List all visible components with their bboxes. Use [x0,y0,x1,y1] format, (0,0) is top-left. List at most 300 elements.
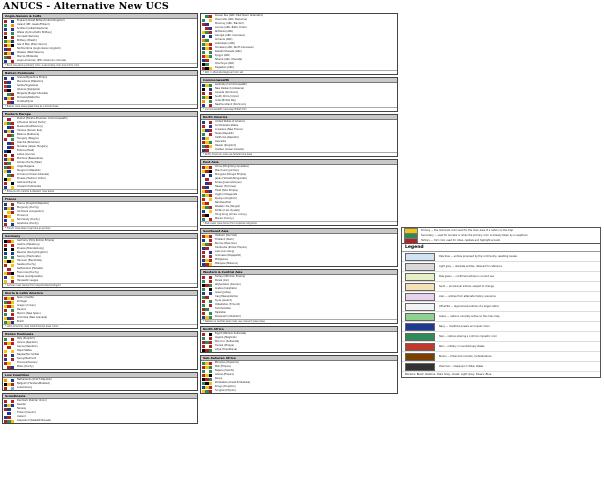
color-swatch [202,259,212,262]
color-swatch [202,312,212,315]
color-swatch [4,146,14,149]
nation-label: Lithuania (Grand Duchy) [17,121,47,124]
color-swatch [202,300,212,303]
nation-label: Hong Kong (Crown colony) [215,213,247,216]
nation-label: Swabia (Duchy) [17,263,36,266]
color-swatch [202,288,212,291]
legend-row [402,332,600,342]
color-swatch [202,88,212,91]
color-swatch [4,412,14,415]
nation-label: Turkmenistan [215,307,232,310]
section-note: * North American rows use federal blue base [201,152,397,156]
section-header: Italian Peninsula [3,332,197,337]
color-swatch [202,104,212,107]
color-swatch [202,243,212,246]
section-header: France [3,197,197,202]
color-swatch [202,386,212,389]
color-swatch [4,32,14,35]
color-swatch [4,150,14,153]
color-swatch [4,130,14,133]
color-swatch [202,170,212,173]
nation-label: Thailand (Siam) [215,238,234,241]
section-header: Low Countries [3,373,197,378]
color-swatch [202,341,212,344]
nation-label: Finland (Suomi) [17,411,36,414]
color-swatch [4,81,14,84]
section-header: Sub-Saharan Africa [201,356,397,361]
color-swatch [4,142,14,145]
nation-label: Chernivtsi (ARC, Bukovina) [215,18,248,21]
color-swatch [4,416,14,419]
nation-label: Ukraine (Kievan Rus) [17,129,43,132]
nation-section [200,77,398,112]
color-swatch [4,276,14,279]
legend-title: Legend [402,244,600,252]
section-note: * Each row pairs a primary color, a secondary color and a trim color [3,63,197,67]
color-swatch [202,304,212,307]
color-swatch [4,170,14,173]
nation-label: Cambodia (Khmer Empire) [215,246,247,249]
nation-label: Songhai (Empire) [215,389,236,392]
color-swatch [4,383,14,386]
color-swatch [202,296,212,299]
color-swatch [4,309,14,312]
nation-label: Sweden [17,403,27,406]
nation-label: Occitania (Languedoc) [17,210,44,213]
nation-section [200,114,398,157]
color-swatch [202,374,212,377]
nation-label: Italy (Kingdom) [17,337,36,340]
color-swatch [4,404,14,407]
color-swatch [202,202,212,205]
color-swatch [202,137,212,140]
color-swatch [4,244,14,247]
nation-section [2,331,198,370]
nation-label: Korea (Joseon/Goryeo) [215,181,242,184]
nation-label: Mali (Empire) [215,365,231,368]
column-middle [200,13,398,396]
nation-section [200,326,398,353]
color-swatch [202,292,212,295]
color-swatch [4,207,14,210]
nation-label: Siberia (ARC, Khanate) [215,58,243,61]
nation-row [201,262,397,266]
nation-label: China (Ming/Qing dynasties) [215,165,249,168]
nation-label: Milan (Duchy) [17,365,34,368]
color-swatch [202,333,212,336]
nation-label: England (Great Britain/United Kingdom) [17,19,65,22]
color-swatch [4,158,14,161]
nation-section [2,372,198,391]
nation-section [200,159,398,226]
color-swatch [4,126,14,129]
legend-label: Red — military or revolutionary states [439,345,485,348]
color-swatch [4,260,14,263]
nation-row [3,365,197,369]
nation-label: Florence/Tuscany [17,361,38,364]
color-swatch [4,256,14,259]
color-swatch [202,194,212,197]
nation-label: Ruthenia (ARC) [215,30,234,33]
nation-label: Confederate States [215,124,239,127]
color-swatch [202,251,212,254]
nation-label: Manchuria (Jurchen) [215,169,240,172]
nation-label: Persia (Iran) [215,279,230,282]
nation-label: Afghanistan (Durrani) [215,283,241,286]
section-header: Anglo-Saxons & Celts [3,14,197,19]
nation-label: Georgia (ARC, Caucasus) [215,34,245,37]
nation-label: Zimbabwe (Great Zimbabwe) [215,381,251,384]
nation-label: Portugal [17,300,27,303]
nation-label: Algeria (Maghreb) [215,336,237,339]
nation-label: Brazil [17,320,24,323]
nation-label: Muscovy (ARC, Tsardom) [215,22,245,25]
color-swatch [202,198,212,201]
color-swatch [4,305,14,308]
nation-label: Iraq (Mesopotamia) [215,295,239,298]
color-swatch [202,125,212,128]
legend-swatch [405,303,435,311]
color-swatch [202,63,212,66]
page-title: ANUCS - Alternative New UCS [3,1,169,12]
legend-row [402,282,600,292]
legend-label: Light grey — obsolete entries, retained for reference [439,265,502,268]
section-header: Western & Central Asia [201,270,397,275]
color-swatch [202,35,212,38]
nation-label: Spain (Castile) [17,296,35,299]
nation-label: Russia (Rus/Muscovy) [17,125,43,128]
nation-label: Novgorod (Republic) [17,169,42,172]
nation-label: Kongo (Kingdom) [215,385,236,388]
nation-label: Khitan (Liao dynasty) [215,209,241,212]
nation-label: Mexico (New Spain) [17,312,41,315]
nation-label: Anglo-American (IPD, American colonies) [17,59,67,62]
color-swatch [202,27,212,30]
legend-footer: Borders: Black, Nations: Dark Grey, Coast: Light Grey, Rivers: Blue [405,373,492,376]
nation-label: Prussia (Brandenburg) [17,247,44,250]
color-swatch [4,215,14,218]
nation-label: Syria (Levant) [215,299,232,302]
color-swatch [4,186,14,189]
color-swatch [202,96,212,99]
color-swatch [4,182,14,185]
color-swatch [4,28,14,31]
nation-label: Mercia (Midlands) [17,55,39,58]
nation-label: Livonia (ARC, Baltic Order) [215,26,247,29]
color-swatch [4,174,14,177]
color-swatch [202,235,212,238]
nation-label: Luxembourg [17,386,32,389]
legend-swatch [405,323,435,331]
nation-label: Aragon (Crown) [17,304,36,307]
color-swatch [202,31,212,34]
legend-box [401,243,601,378]
nation-row [201,389,397,393]
nation-section [2,196,198,231]
legend-row [402,352,600,362]
nation-label: Naples/Two Sicilies [17,353,40,356]
legend-label: Navy — maritime powers and naval colors [439,325,490,328]
nation-label: Wales (Cymru/Celtic Brittany) [17,31,53,34]
color-swatch [202,55,212,58]
key-label: Secondary — used for borders or when the primary color is already taken by a neighbour [421,233,528,237]
legend-row [402,272,600,282]
color-swatch [4,400,14,403]
nation-label: Louisiana (New France) [215,128,243,131]
nation-label: Vietnam (Dai Viet) [215,234,237,237]
color-swatch [4,317,14,320]
color-swatch [4,24,14,27]
color-swatch [4,301,14,304]
nation-label: Latvia (Livonia) [17,153,36,156]
nation-label: Ireland (IRT, Gaelic/Eriland) [17,23,50,26]
color-swatch [4,162,14,165]
color-swatch [202,362,212,365]
section-header: Eastern Europe [3,112,197,117]
nation-label: Hanseatic League [17,279,39,282]
nation-label: Burma (Myanmar) [215,242,237,245]
nation-label: Australia (Commonwealth) [215,83,247,86]
legend-swatch [405,293,435,301]
nation-label: Nigeria (Sokoto) [215,369,235,372]
nation-label: Croatia/Illyria [17,100,33,103]
color-swatch [4,122,14,125]
nation-section [2,393,198,424]
nation-label: India (British Raj) [215,99,236,102]
nation-label: Uzbekistan (Timurid) [215,303,240,306]
color-swatch [202,345,212,348]
color-swatch [4,358,14,361]
legend-swatch [405,363,435,371]
nation-label: Kievan Rus (ARC, East Slavic federation) [215,14,264,17]
legend-row [402,322,600,332]
nation-label: Burgundy (Duchy) [17,206,39,209]
nation-label: Malaysia (Malacca) [215,262,238,265]
section-header: East Asia [201,160,397,165]
color-swatch [202,370,212,373]
nation-label: Tunisia (Ifriqiya) [215,344,235,347]
color-swatch [4,354,14,357]
legend-swatch [405,353,435,361]
legend-row [402,292,600,302]
nation-label: Isle of Man (Ellan Vannin) [17,43,48,46]
color-swatch [4,166,14,169]
color-swatch [4,252,14,255]
nation-label: Greenland (Kalaallit Nunaat) [17,419,51,422]
color-swatch [4,272,14,275]
color-swatch [4,420,14,423]
nation-label: Egypt (Mamluk Sultanate) [215,332,247,335]
color-swatch [4,60,14,63]
color-swatch [202,182,212,185]
legend-label: Pale green — confirmed entries in current use [439,275,494,278]
color-swatch [4,93,14,96]
nation-label: New Zealand (Aotearoa) [215,87,245,90]
color-swatch [202,284,212,287]
color-swatch [202,308,212,311]
legend-label: Charcoal — dissolved or fallen states [439,365,484,368]
nation-label: South Africa (Union) [215,95,240,98]
legend-row [402,252,600,262]
legend-swatch [405,313,435,321]
legend-rows [402,252,600,372]
color-swatch [4,97,14,100]
color-swatch [4,211,14,214]
color-swatch [4,101,14,104]
nation-label: Texas (Republic) [215,132,235,135]
nation-label: Macau (Colony) [215,217,234,220]
color-swatch [202,178,212,181]
nation-section [2,290,198,329]
color-swatch [202,47,212,50]
section-header: North Africa [201,327,397,332]
nation-label: Saxony (Electorate) [17,255,41,258]
nation-label: Turkey (Ottoman Empire) [215,275,246,278]
color-swatch [202,390,212,393]
color-swatch [202,166,212,169]
section-note: * French rows share royal blue as primary [3,226,197,230]
legend-label: Off-white — regional sub-entries of a larger nation [439,305,500,308]
nation-label: Northumbria (Anglo-Saxon kingdom) [17,47,61,50]
color-swatch [4,268,14,271]
section-header: Balkan Peninsula [3,71,197,76]
color-swatch [4,118,14,121]
color-swatch [4,77,14,80]
legend-label: Teal — nations sharing a common dynastic color [439,335,497,338]
nation-label: Prussia (Teutonic Order) [17,177,46,180]
color-swatch [4,346,14,349]
color-swatch [4,56,14,59]
color-swatch [4,387,14,390]
nation-row [201,348,397,352]
nation-label: Cascadia [215,140,226,143]
color-swatch [202,174,212,177]
nation-label: Ryukyu (Kingdom) [215,197,237,200]
nation-label: Albania (Shqipëria) [17,88,40,91]
legend-label: Sand — provisional entries, subject to change [439,285,494,288]
nation-label: Macedonia (Makedon) [17,80,44,83]
nation-label: Hesse (Landgraviate) [17,275,43,278]
nation-section [2,13,198,68]
nation-label: Israel (Judea) [215,291,231,294]
color-swatch [4,321,14,324]
key-label: Primary — the dominant color used for the main area of a nation on the map [421,228,514,232]
color-swatch [202,316,212,319]
nation-label: Provence [17,214,28,217]
nation-section [2,233,198,288]
color-swatch [202,39,212,42]
nation-label: Chechnya (ARC) [215,62,235,65]
nation-label: Ghana (Empire) [215,373,234,376]
legend-row [402,362,600,372]
nation-label: Golden Horde (Tatar) [17,161,42,164]
color-swatch [4,248,14,251]
nation-label: Taiwan (Formosa) [215,185,236,188]
nation-label: Western Xia (Tangut) [215,205,240,208]
section-note: * Balkan rows reuse greek blue as a shared base [3,104,197,108]
section-header: Germany [3,234,197,239]
color-swatch [202,276,212,279]
nation-label: Greece/Byzantine Empire [17,76,48,79]
nation-label: Galicia-Volhynia [17,181,36,184]
section-note: * Western & Central Asian rows use crescent green base [201,319,397,323]
section-header: Iberia & Latin America [3,291,197,296]
nation-label: Japan (Yamato/Shogunate) [215,177,247,180]
legend-label: Lilac — entries from alternate history scenarios [439,295,496,298]
color-swatch [202,133,212,136]
color-swatch [4,203,14,206]
color-swatch [202,382,212,385]
nation-label: Dagestan (ARC) [215,66,234,69]
nation-label: Switzerland (Helvetia) [17,267,44,270]
color-swatch [4,240,14,243]
color-swatch [4,280,14,283]
color-swatch [202,214,212,217]
color-swatch [202,92,212,95]
nation-label: Kenya [215,377,223,380]
nation-label: Germany (Holy Roman Empire) [17,239,55,242]
legend-row [402,312,600,322]
color-swatch [202,141,212,144]
color-swatch [202,186,212,189]
nation-label: Azerbaijan (ARC) [215,42,236,45]
color-swatch [202,349,212,352]
legend-swatch [405,263,435,271]
color-swatch [202,149,212,152]
color-swatch [4,338,14,341]
color-swatch [202,378,212,381]
nation-label: Aquitaine (Duchy) [17,222,39,225]
color-swatch [4,44,14,47]
nation-label: France (Kingdom/Republic) [17,202,50,205]
color-swatch [4,89,14,92]
legend-label: Green — nations currently active on the main map [439,315,500,318]
legend-label: Pale blue — entries proposed by the community, awaiting review [439,255,517,258]
nation-label: Bavaria (Duchy/Kingdom) [17,251,48,254]
nation-label: Scotland (Alba/Caledonia) [17,27,49,30]
nation-label: Crimea (Crimean Khanate) [17,173,49,176]
color-swatch [4,379,14,382]
color-swatch [4,219,14,222]
nation-label: United States of America [215,120,245,123]
nation-label: Uyghur Khaganate [215,193,238,196]
nation-label: Cossack Hetmanate [17,185,41,188]
nation-label: Wessex (West Saxons) [17,51,44,54]
color-swatch [4,134,14,137]
legend-row [402,342,600,352]
color-swatch [202,84,212,87]
nation-section [200,13,398,75]
color-swatch [202,263,212,266]
color-swatch [4,223,14,226]
color-swatch [4,138,14,141]
color-swatch [4,36,14,39]
nation-label: Czechia (Bohemia) [17,141,40,144]
color-swatch [4,48,14,51]
nation-section [200,228,398,267]
color-swatch [202,145,212,148]
color-swatch [202,23,212,26]
color-swatch [202,280,212,283]
nation-label: Canada (Dominion) [215,91,239,94]
nation-label: Cornwall (Kernow) [17,35,39,38]
nation-label: Indonesia (Majapahit) [215,254,241,257]
legend-swatch [405,273,435,281]
nation-label: Armenia (ARC) [215,38,233,41]
nation-label: Khwarazm (Shahdom) [215,315,242,318]
color-swatch [202,239,212,242]
color-swatch [202,247,212,250]
